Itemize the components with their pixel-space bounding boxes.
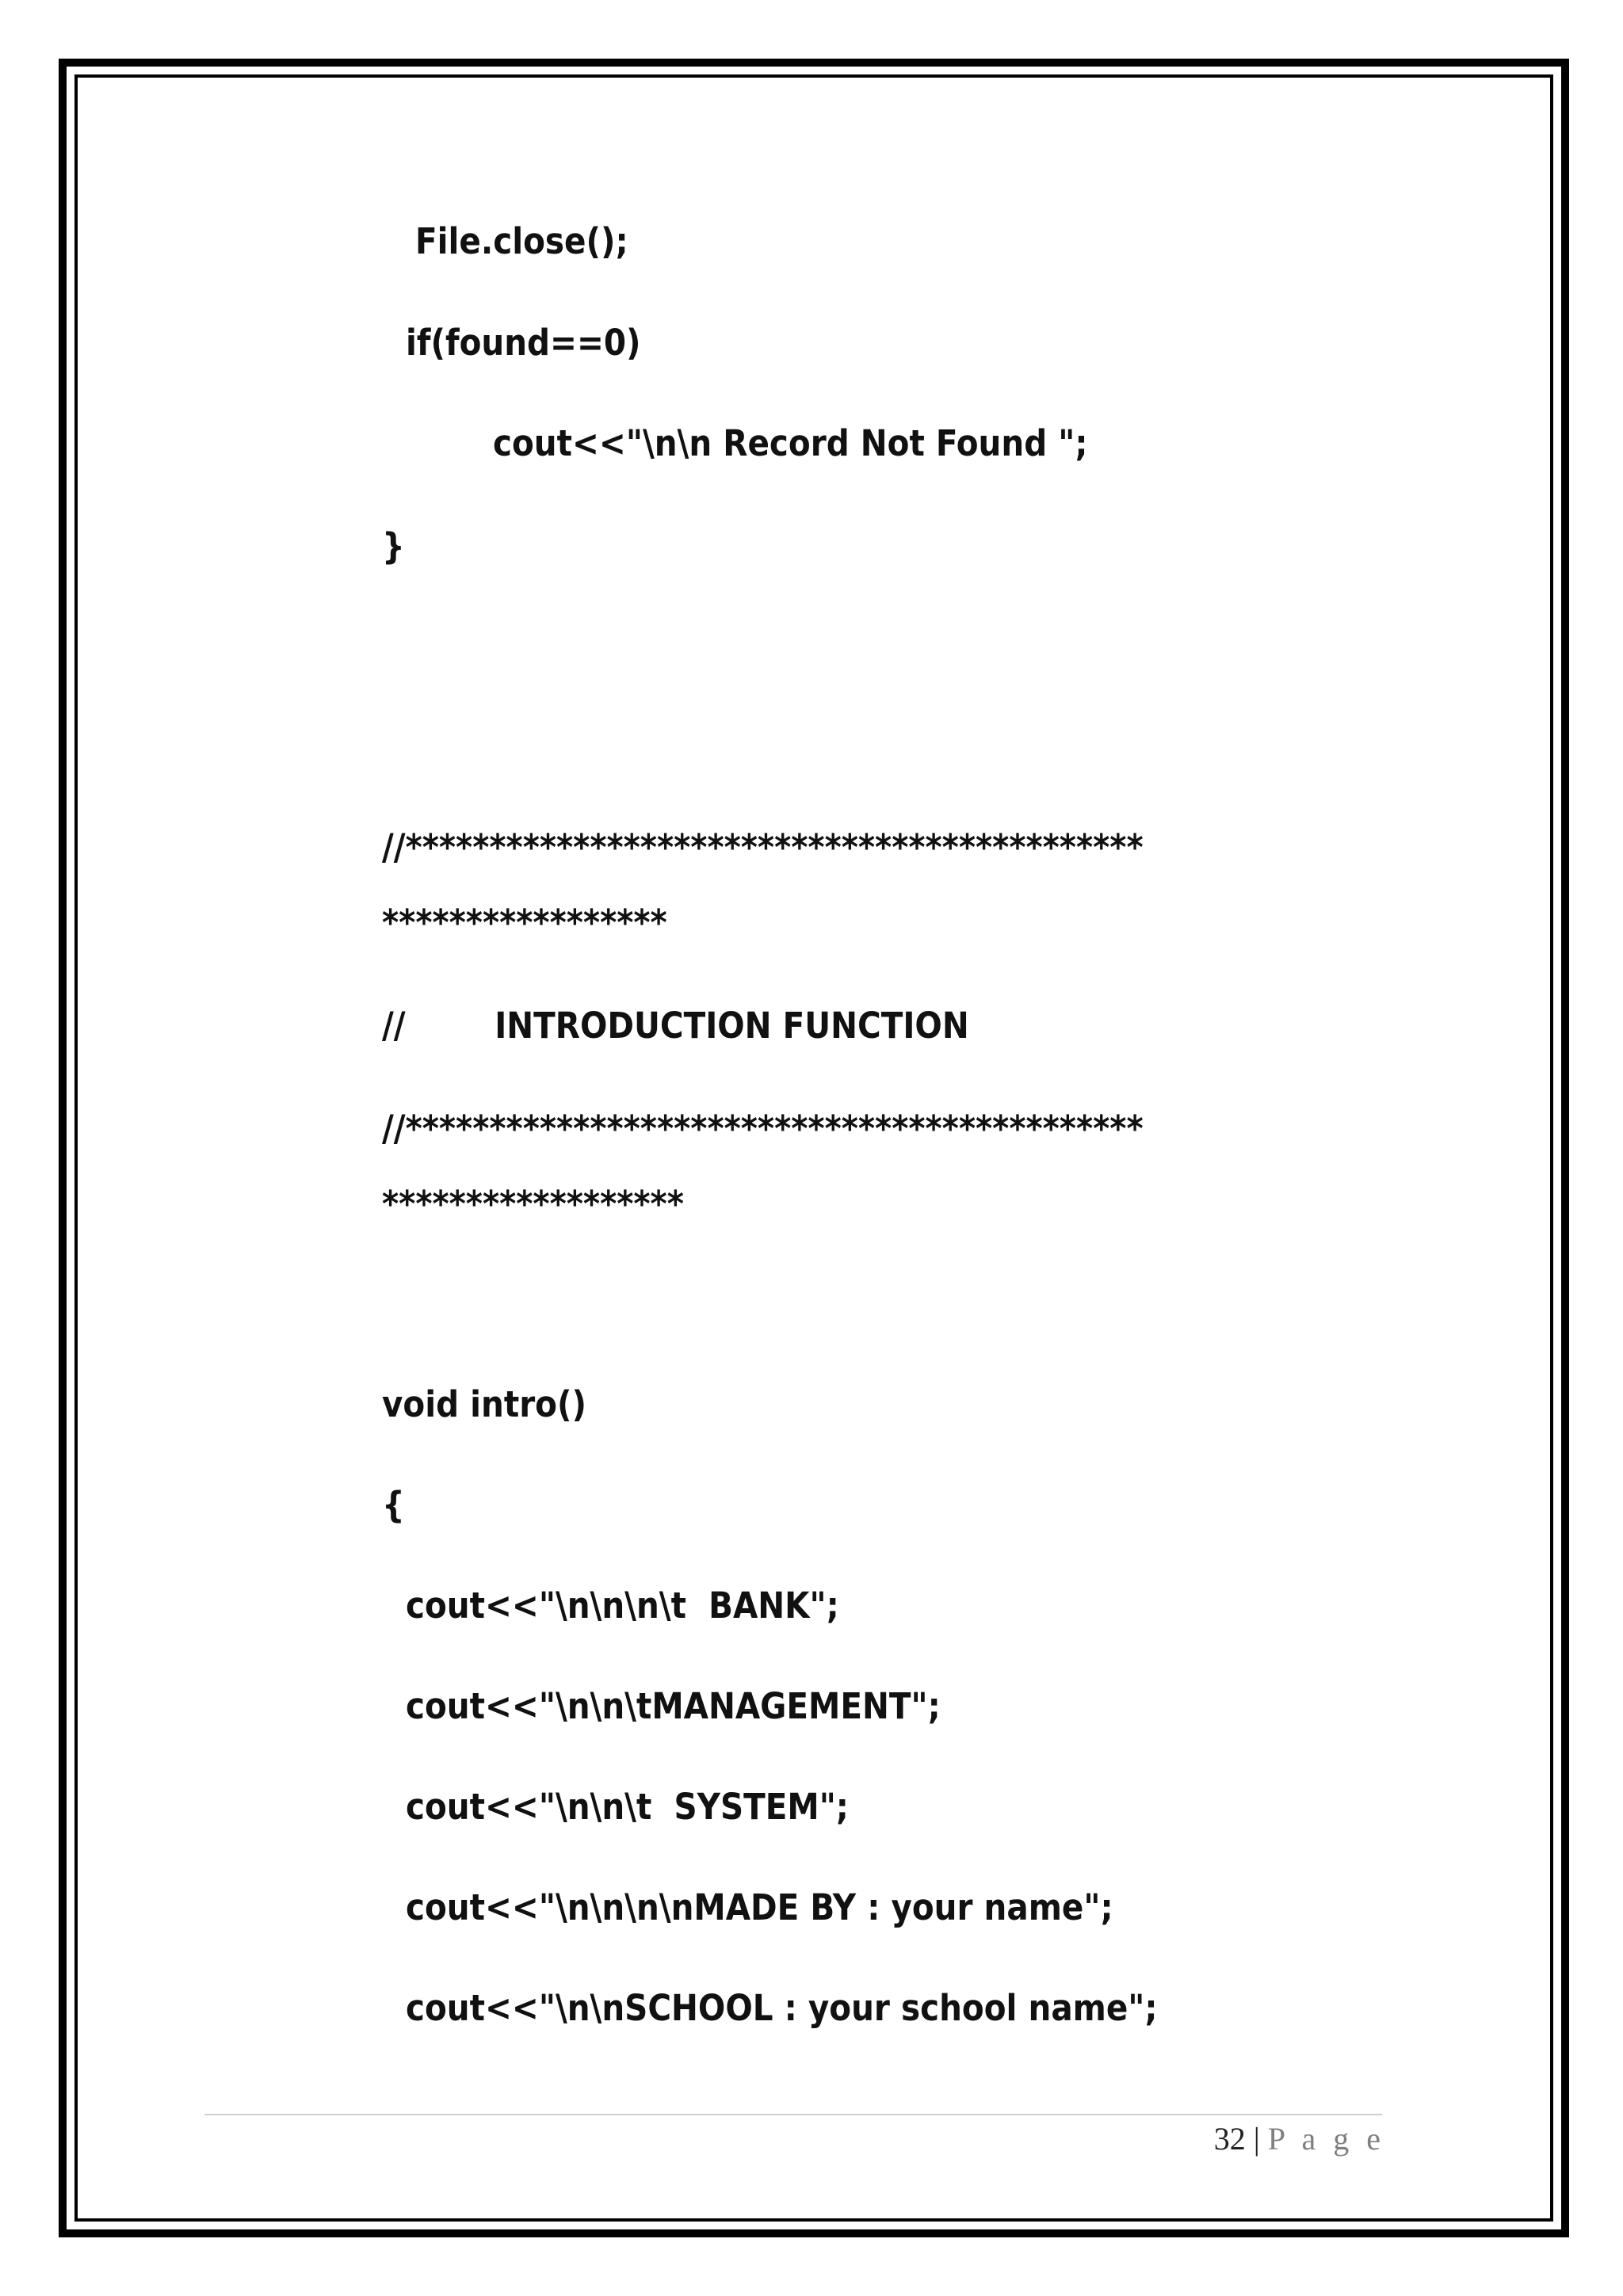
code-line: cout<<"\n\n\n\nMADE BY : your name"; — [406, 1886, 1113, 1928]
comment-line: //******************************************** — [382, 826, 1144, 868]
code-line: cout<<"\n\n\t SYSTEM"; — [406, 1786, 849, 1828]
code-line: cout<<"\n\nSCHOOL : your school name"; — [406, 1987, 1158, 2029]
code-line: { — [382, 1484, 405, 1526]
page-footer — [1214, 2117, 1385, 2161]
comment-line: //******************************************** — [382, 1108, 1144, 1150]
code-line: } — [382, 525, 405, 567]
footer-separator: | — [1253, 2121, 1260, 2157]
comment-line: ****************** — [382, 1183, 684, 1225]
page-number: 32 — [1213, 2121, 1246, 2157]
footer-divider — [204, 2114, 1382, 2115]
code-line: cout<<"\n\n Record Not Found "; — [493, 422, 1088, 464]
page-label: P a g e — [1267, 2121, 1385, 2157]
code-line: if(found==0) — [406, 322, 641, 364]
section-heading: // INTRODUCTION FUNCTION — [382, 1005, 969, 1047]
code-line: File.close(); — [415, 220, 628, 262]
code-line: cout<<"\n\n\tMANAGEMENT"; — [406, 1685, 941, 1727]
code-line: void intro() — [382, 1383, 586, 1425]
code-line: cout<<"\n\n\n\t BANK"; — [406, 1585, 839, 1627]
comment-line: ***************** — [382, 902, 667, 944]
